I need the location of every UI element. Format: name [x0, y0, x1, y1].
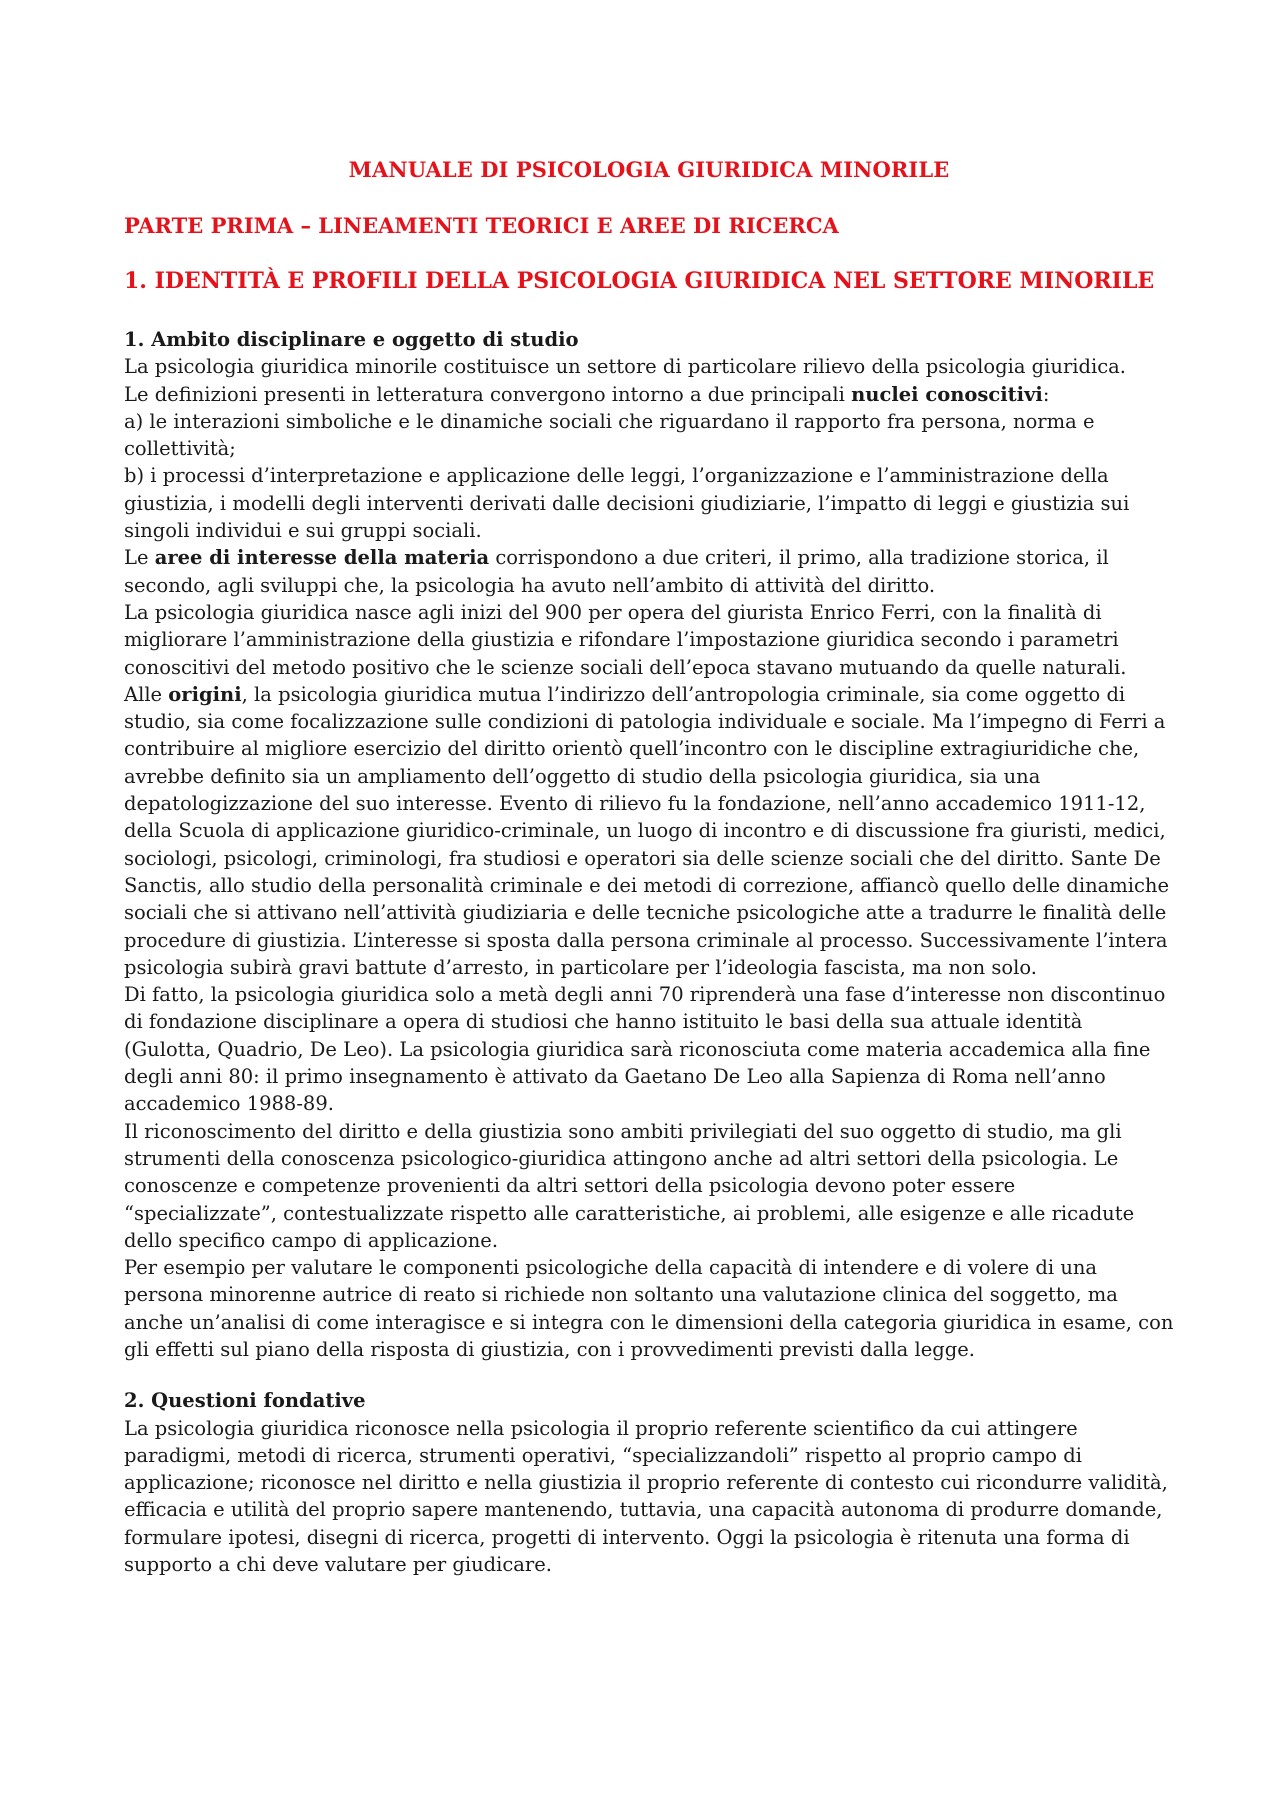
text-run: Il riconoscimento del diritto e della giustizia sono ambiti privilegiati del suo oggetto di studio, ma gli strumenti della conoscenza psicologico-giuridica attingono anche ad altri settori della psicologia. Le conoscenze e competenze provenienti da altri settori della psicologia devono poter essere “specializzate”, contestualizzate rispetto alle caratteristiche, ai problemi, alle esigenze e alle ricadute dello specifico campo di applicazione.	[124, 1119, 1135, 1252]
bold-text: origini	[168, 682, 242, 706]
text-run: Le definizioni presenti in letteratura convergono intorno a due principali	[124, 382, 852, 406]
section-title: 2. Questioni fondative	[124, 1389, 366, 1413]
bold-text: nuclei conoscitivi	[851, 382, 1043, 406]
paragraph	[124, 381, 1174, 408]
text-run: Di fatto, la psicologia giuridica solo a metà degli anni 70 riprenderà una fase d’interesse non discontinuo di fondazione disciplinare a opera di studiosi che hanno istituito le basi della sua attuale identità (Gulotta, Quadrio, De Leo). La psicologia giuridica sarà riconosciuta come materia accademica alla fine degli anni 80: il primo insegnamento è attivato da Gaetano De Leo alla Sapienza di Roma nell’anno accademico 1988-89.	[124, 983, 1166, 1116]
paragraph	[124, 462, 1174, 544]
document-body	[124, 326, 1174, 1578]
paragraph	[124, 681, 1174, 981]
part-title: PARTE PRIMA – LINEAMENTI TEORICI E AREE DI RICERCA	[124, 213, 839, 238]
paragraph	[124, 544, 1174, 599]
paragraph	[124, 599, 1174, 681]
paragraph	[124, 1415, 1174, 1579]
paragraph	[124, 408, 1174, 463]
text-run: corrispondono a due criteri, il primo, alla tradizione storica, il secondo, agli sviluppi che, la psicologia ha avuto nell’ambito di attività del diritto.	[124, 546, 1109, 597]
bold-text: aree di interesse della materia	[154, 546, 490, 570]
text-run: :	[1042, 382, 1050, 406]
text-run: , la psicologia giuridica mutua l’indirizzo dell’antropologia criminale, sia come oggetto di studio, sia come focalizzazione sulle condizioni di patologia individuale e sociale. Ma l’impegno di Ferri a contribuire al migliore esercizio del diritto orientò quell’incontro con le discipline extragiuridiche che, avrebbe definito sia un ampliamento dell’oggetto di studio della psicologia giuridica, sia una depatologizzazione del suo interesse. Evento di rilievo fu la fondazione, nell’anno accademico 1911-12, della Scuola di applicazione giuridico-criminale, un luogo di incontro e di discussione fra giuristi, medici, sociologi, psicologi, criminologi, fra studiosi e operatori sia delle scienze sociali che del diritto. Sante De Sanctis, allo studio della personalità criminale e dei metodi di correzione, affiancò quello delle dinamiche sociali che si attivano nell’attività giudiziaria e delle tecniche psicologiche atte a tradurre le finalità delle procedure di giustizia. L’interesse si sposta dalla persona criminale al processo. Successivamente l’intera psicologia subirà gravi battute d’arresto, in particolare per l’ideologia fascista, ma non solo.	[124, 682, 1170, 979]
chapter-title: 1. IDENTITÀ E PROFILI DELLA PSICOLOGIA GIURIDICA NEL SETTORE MINORILE	[124, 268, 1155, 294]
text-run: Per esempio per valutare le componenti psicologiche della capacità di intendere e di volere di una persona minorenne autrice di reato si richiede non soltanto una valutazione clinica del soggetto, ma anche un’analisi di come interagisce e si integra con le dimensioni della categoria giuridica in esame, con gli effetti sul piano della risposta di giustizia, con i provvedimenti previsti dalla legge.	[124, 1256, 1174, 1361]
text-run: Alle	[124, 682, 169, 706]
section-title: 1. Ambito disciplinare e oggetto di studio	[124, 328, 579, 351]
text-run: La psicologia giuridica nasce agli inizi del 900 per opera del giurista Enrico Ferri, con la finalità di migliorare l’amministrazione della giustizia e rifondare l’impostazione giuridica secondo i parametri conoscitivi del metodo positivo che le scienze sociali dell’epoca stavano mutuando da quelle naturali.	[124, 600, 1127, 679]
section-2	[124, 1387, 1174, 1578]
text-run: b) i processi d’interpretazione e applicazione delle leggi, l’organizzazione e l’amministrazione della giustizia, i modelli degli interventi derivati dalle decisioni giudiziarie, l’impatto di leggi e giustizia sui singoli individui e sui gruppi sociali.	[124, 464, 1130, 543]
paragraph	[124, 353, 1174, 380]
document-title: MANUALE DI PSICOLOGIA GIURIDICA MINORILE	[348, 157, 950, 182]
text-run: La psicologia giuridica minorile costituisce un settore di particolare rilievo della psicologia giuridica.	[124, 355, 1126, 379]
paragraph	[124, 981, 1174, 1117]
text-run: Le	[124, 546, 155, 570]
text-run: La psicologia giuridica riconosce nella psicologia il proprio referente scientifico da cui attingere paradigmi, metodi di ricerca, strumenti operativi, “specializzandoli” rispetto al proprio campo di applicazione; riconosce nel diritto e nella giustizia il proprio referente di contesto cui ricondurre validità, efficacia e utilità del proprio sapere mantenendo, tuttavia, una capacità autonoma di produrre domande, formulare ipotesi, disegni di ricerca, progetti di intervento. Oggi la psicologia è ritenuta una forma di supporto a chi deve valutare per giudicare.	[124, 1416, 1168, 1577]
paragraph	[124, 1118, 1174, 1254]
document-page	[124, 150, 1174, 1602]
text-run: a) le interazioni simboliche e le dinamiche sociali che riguardano il rapporto fra persona, norma e collettività;	[124, 409, 1095, 461]
paragraph	[124, 1254, 1174, 1363]
section-1	[124, 326, 1174, 1363]
